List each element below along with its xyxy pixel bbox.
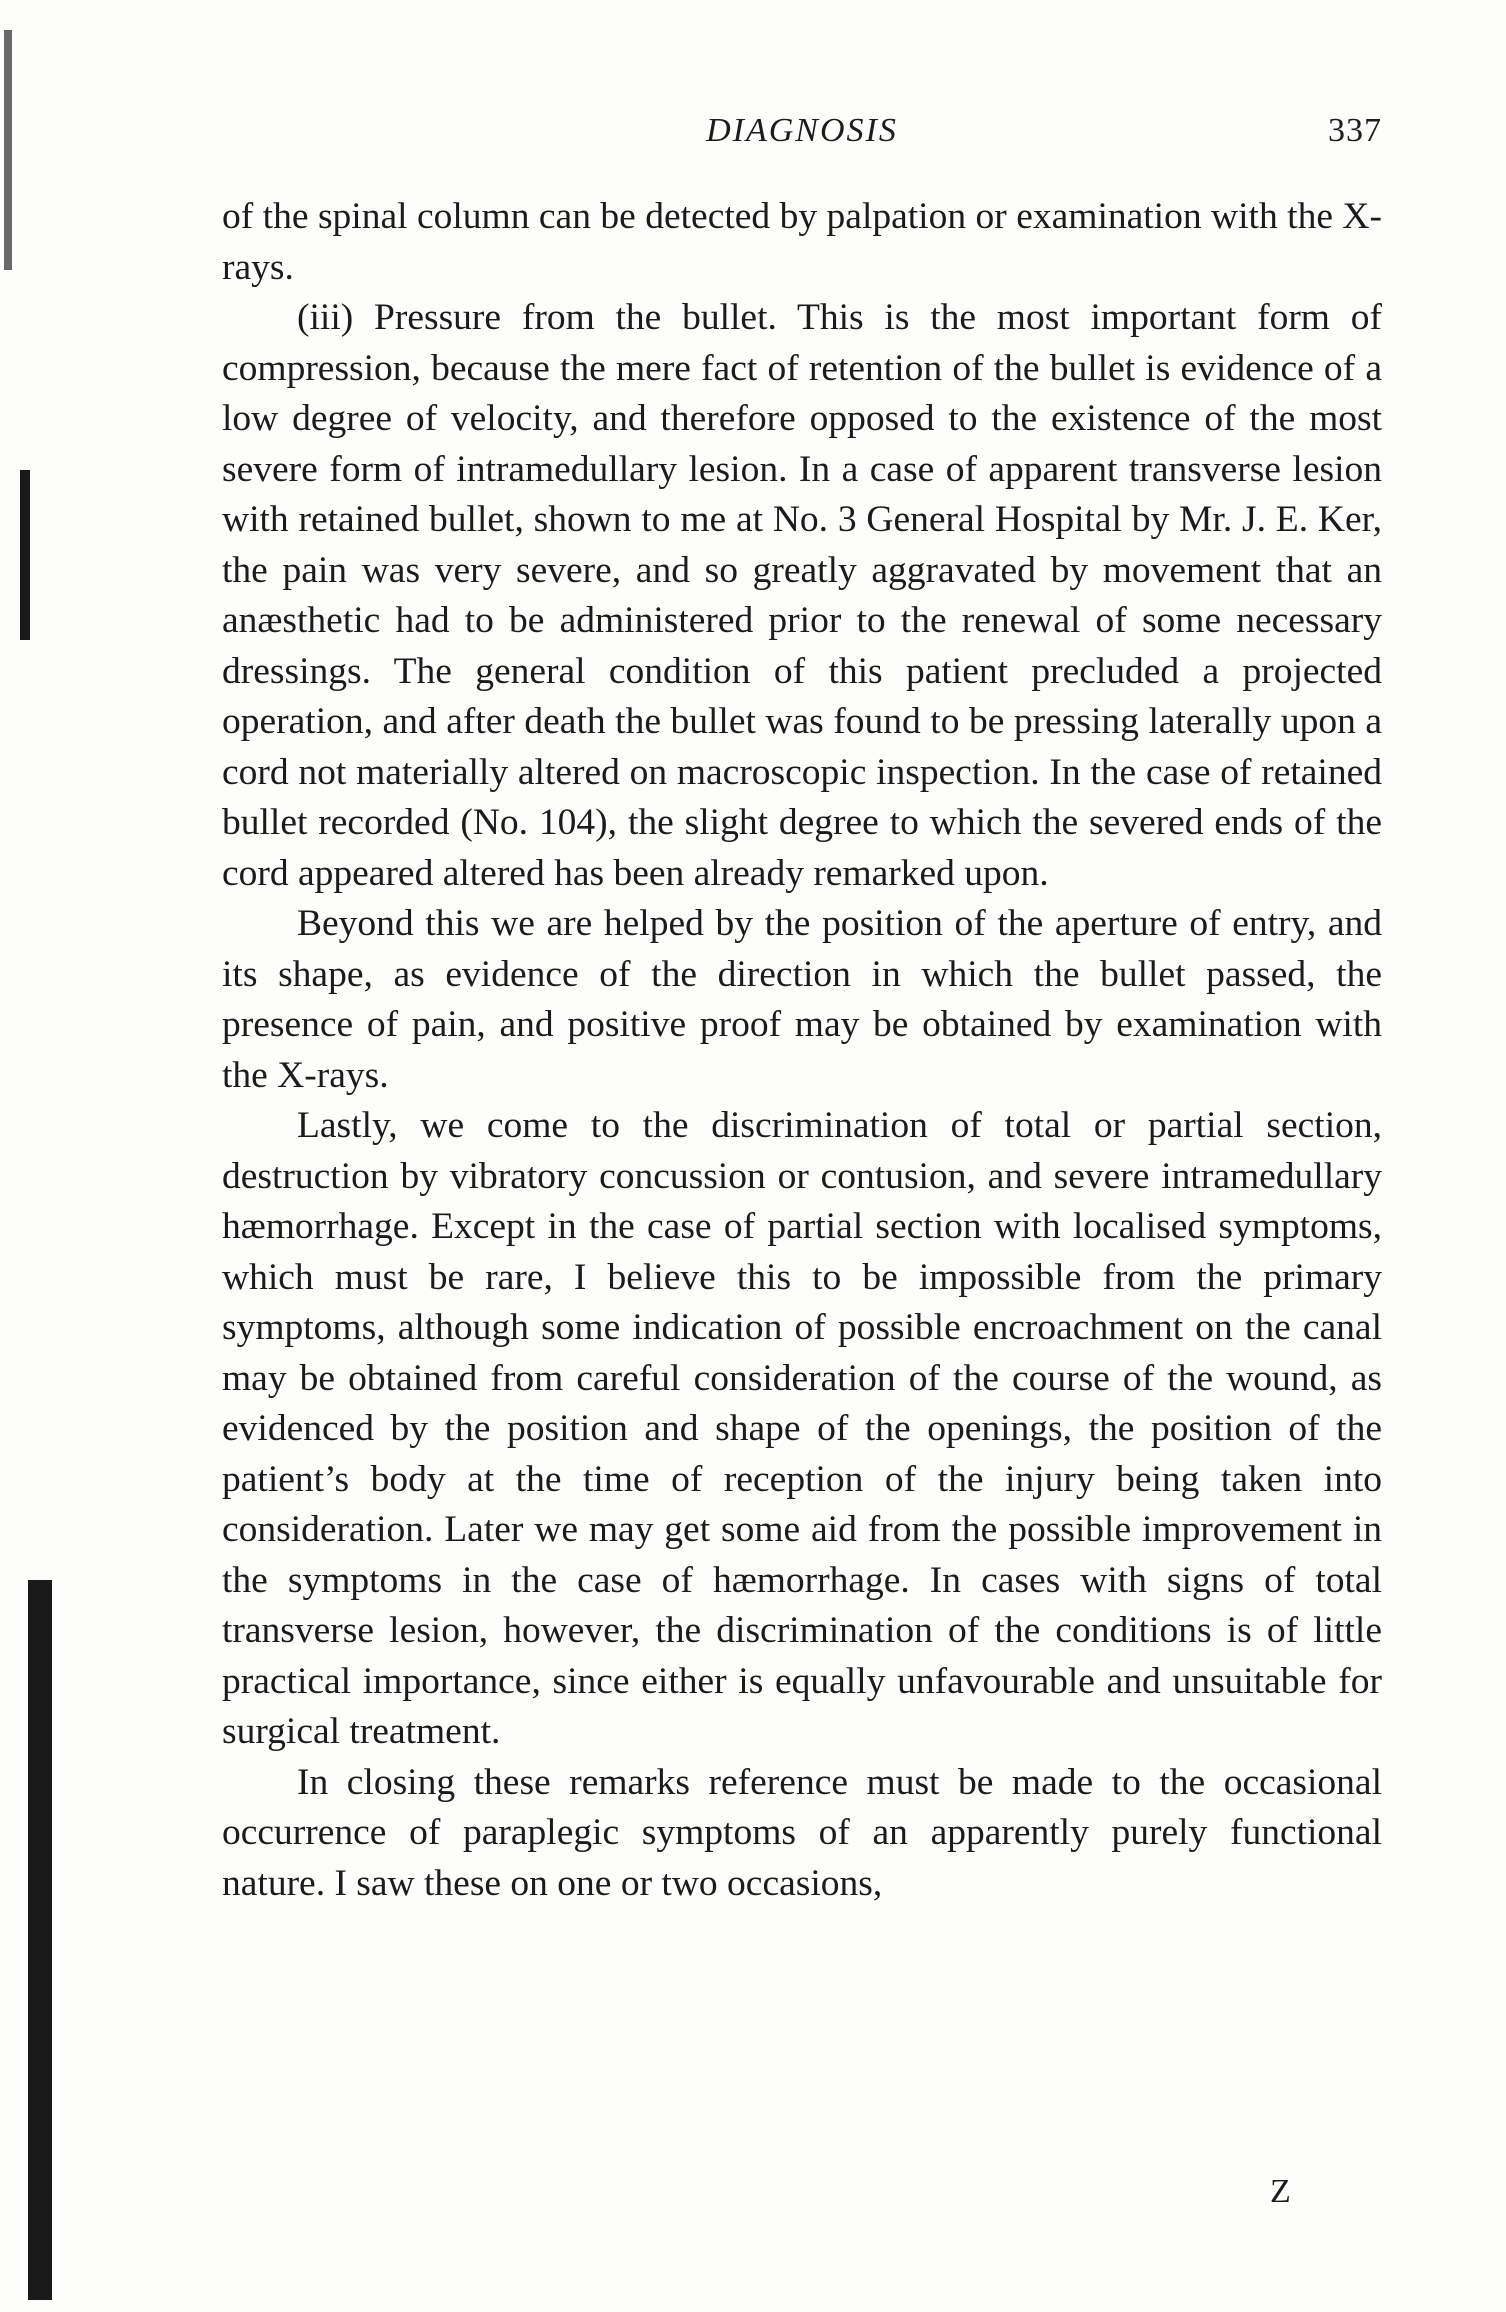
paragraph: In closing these remarks reference must be made to the occasional occurrence of paraplegic symptoms of an apparently purely functional nature. I saw these on one or two occasions, (222, 1761, 1382, 1904)
scan-edge-shadow (20, 470, 30, 640)
running-title: DIAGNOSIS (706, 112, 898, 149)
running-header (222, 112, 1382, 162)
paragraph: Lastly, we come to the discrimination of total or partial section, destruction by vibratory concussion or contusion, and severe intramedullary hæmorrhage. Except in the case of partial section with localised symptoms, which must be rare, I believe this to be impossible from the primary symptoms, although some indication of possible encroachment on the canal may be obtained from careful consideration of the course of the wound, as evidenced by the position and shape of the openings, the position of the patient’s body at the time of reception of the injury being taken into consideration. Later we may get some aid from the possible improvement in the symptoms in the case of hæmorrhage. In cases with signs of total transverse lesion, however, the discrimination of the conditions is of little practical importance, since either is equally unfavourable and unsuitable for surgical treatment. (222, 1105, 1382, 1752)
scan-edge-shadow (28, 1580, 52, 2300)
signature-mark: Z (1270, 2173, 1291, 2210)
scan-edge-shadow (4, 30, 12, 270)
paragraph: Beyond this we are helped by the position of the aperture of entry, and its shape, as evidence of the direction in which the bullet passed, the presence of pain, and positive proof may be obtained by examination with the X-rays. (222, 903, 1382, 1096)
page-number: 337 (1328, 112, 1382, 149)
paragraph: of the spinal column can be detected by palpation or examination with the X-rays. (222, 196, 1382, 288)
paragraph: (iii) Pressure from the bullet. This is the most important form of compression, because the mere fact of retention of the bullet is evidence of a low degree of velocity, and therefore opposed to the existence of the most severe form of intramedullary lesion. In a case of apparent transverse lesion with retained bullet, shown to me at No. 3 General Hospital by Mr. J. E. Ker, the pain was very severe, and so greatly aggravated by movement that an anæsthetic had to be administered prior to the renewal of some necessary dressings. The general condition of this patient precluded a projected operation, and after death the bullet was found to be pressing laterally upon a cord not materially altered on macroscopic inspection. In the case of retained bullet recorded (No. 104), the slight degree to which the severed ends of the cord appeared altered has been already remarked upon. (222, 297, 1382, 894)
body-text (222, 192, 1382, 1909)
